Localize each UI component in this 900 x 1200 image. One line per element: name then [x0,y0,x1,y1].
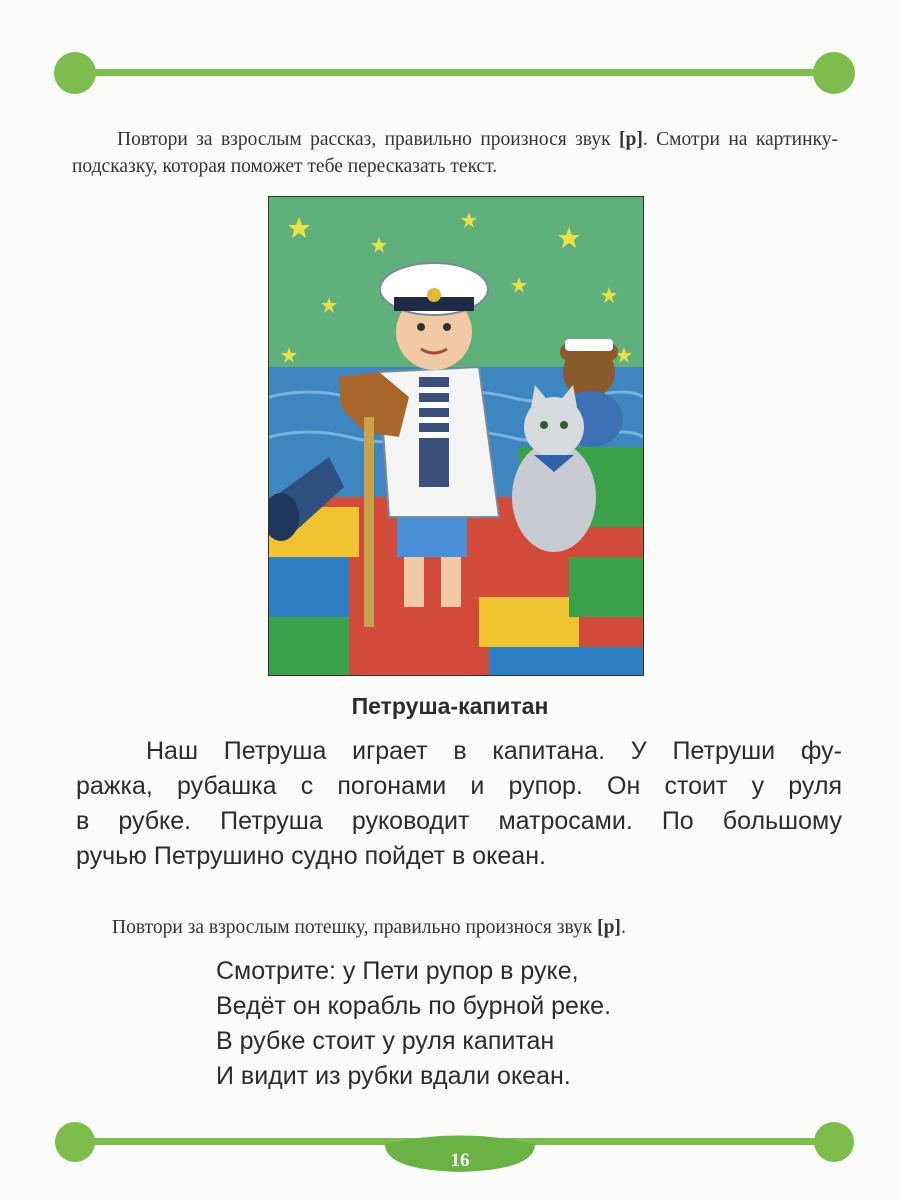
poem-line: Ведёт он корабль по бурной реке. [216,992,612,1020]
sound-marker: [р] [619,129,643,150]
story-line: Наш Петруша играет в капитана. У Петруши фу- [146,737,842,765]
sound-marker: [р] [597,917,621,938]
story-line: ражка, рубашка с погонами и рупор. Он стоит у руля [76,772,842,800]
rhyme-poem [216,954,611,1094]
page-number: 16 [450,1150,470,1171]
instruction-retell: Повтори за взрослым рассказ, правильно произнося звук [р]. Смотри на картинку-подсказку, которая поможет тебе пересказать текст. [72,129,838,177]
story-title: Петруша-капитан [351,693,549,719]
story-line: ручью Петрушино судно пойдет в океан. [76,842,546,870]
top-decorative-rule [0,48,900,98]
story-text [76,734,842,874]
story-line: в рубке. Петруша руководит матросами. По большому [76,807,842,835]
poem-line: В рубке стоит у руля капитан [216,1027,555,1055]
instruction-rhyme: Повтори за взрослым потешку, правильно произнося звук [р]. [112,917,626,938]
poem-line: Смотрите: у Пети рупор в руке, [216,957,579,985]
illustration-boy-captain [268,196,644,676]
poem-line: И видит из рубки вдали океан. [216,1062,571,1090]
